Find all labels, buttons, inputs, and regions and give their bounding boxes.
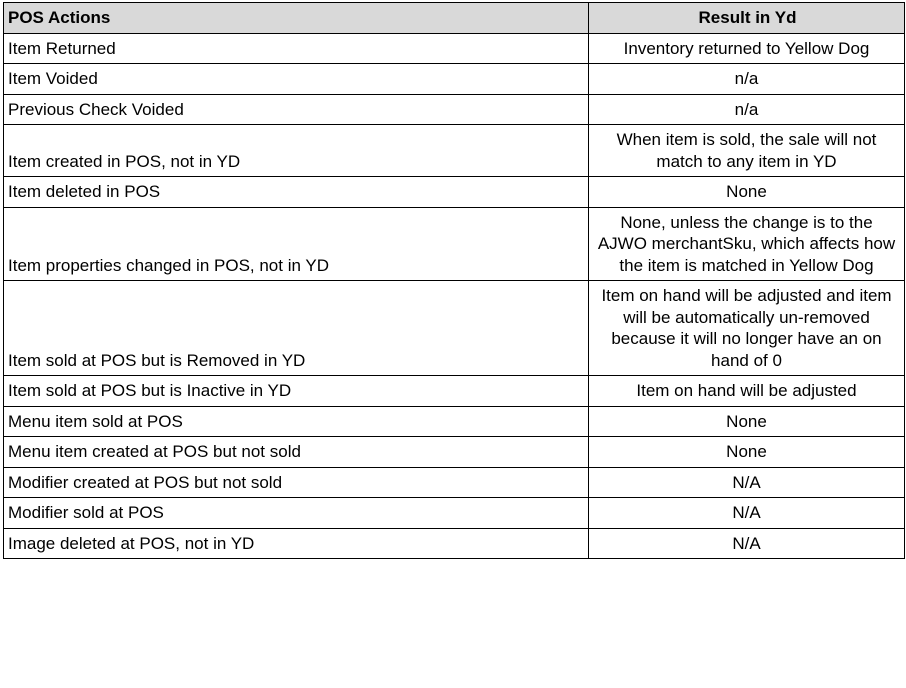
result-cell: n/a [589, 64, 905, 95]
result-cell: Item on hand will be adjusted [589, 376, 905, 407]
header-result-in-yd: Result in Yd [589, 3, 905, 34]
table-row [4, 207, 905, 281]
table-row [4, 498, 905, 529]
table-row [4, 528, 905, 559]
result-cell: Inventory returned to Yellow Dog [589, 33, 905, 64]
table-row [4, 64, 905, 95]
result-cell: None [589, 177, 905, 208]
result-cell: None [589, 406, 905, 437]
table-row [4, 376, 905, 407]
pos-action-cell: Image deleted at POS, not in YD [4, 528, 589, 559]
table-header-row [4, 3, 905, 34]
result-cell: N/A [589, 467, 905, 498]
header-pos-actions: POS Actions [4, 3, 589, 34]
table-row [4, 467, 905, 498]
result-cell: None [589, 437, 905, 468]
pos-action-cell: Item deleted in POS [4, 177, 589, 208]
table-row [4, 94, 905, 125]
pos-action-cell: Menu item sold at POS [4, 406, 589, 437]
table-row [4, 437, 905, 468]
result-cell: None, unless the change is to the AJWO merchantSku, which affects how the item is matched in Yellow Dog [589, 207, 905, 281]
table-row [4, 33, 905, 64]
result-cell: When item is sold, the sale will not match to any item in YD [589, 125, 905, 177]
pos-action-cell: Item Returned [4, 33, 589, 64]
pos-action-cell: Item sold at POS but is Inactive in YD [4, 376, 589, 407]
pos-actions-table [3, 2, 905, 559]
result-cell: N/A [589, 528, 905, 559]
pos-action-cell: Item properties changed in POS, not in YD [4, 207, 589, 281]
pos-action-cell: Item sold at POS but is Removed in YD [4, 281, 589, 376]
pos-action-cell: Previous Check Voided [4, 94, 589, 125]
result-cell: n/a [589, 94, 905, 125]
pos-action-cell: Modifier sold at POS [4, 498, 589, 529]
result-cell: N/A [589, 498, 905, 529]
table-row [4, 281, 905, 376]
table-row [4, 125, 905, 177]
pos-action-cell: Item Voided [4, 64, 589, 95]
table-row [4, 177, 905, 208]
result-cell: Item on hand will be adjusted and item will be automatically un-removed because it will no longer have an on hand of 0 [589, 281, 905, 376]
table-row [4, 406, 905, 437]
pos-action-cell: Modifier created at POS but not sold [4, 467, 589, 498]
pos-action-cell: Menu item created at POS but not sold [4, 437, 589, 468]
pos-action-cell: Item created in POS, not in YD [4, 125, 589, 177]
